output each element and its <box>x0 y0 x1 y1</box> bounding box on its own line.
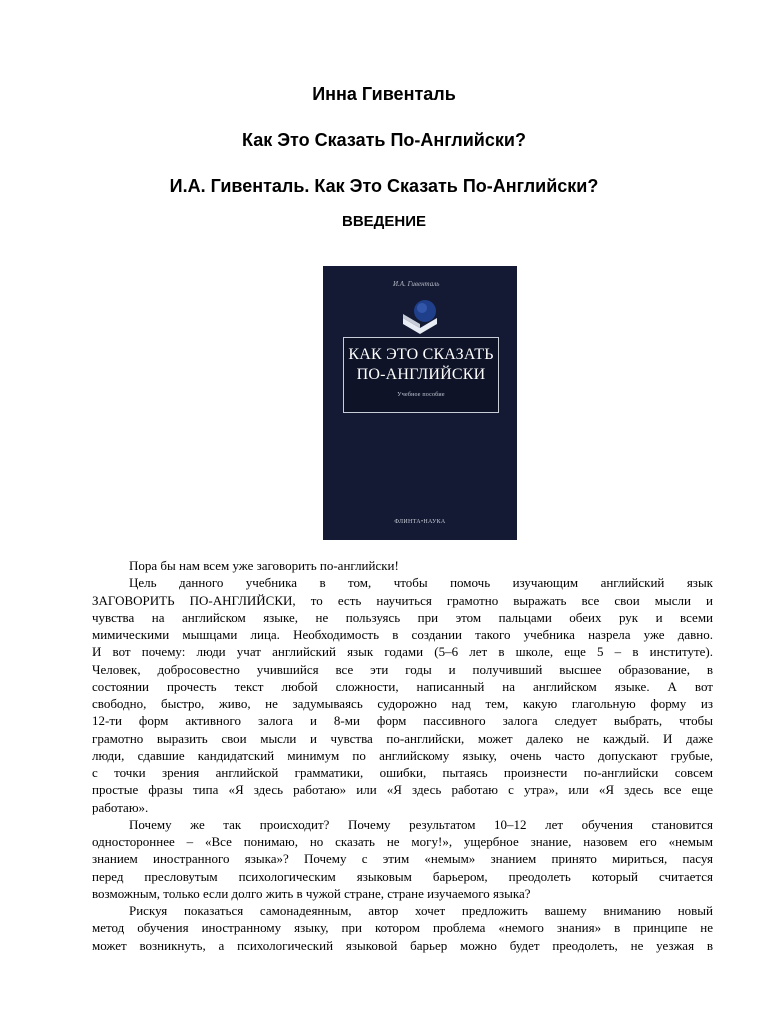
book-cover-image <box>323 266 517 540</box>
cover-title-frame <box>343 337 499 413</box>
body-text <box>92 557 713 954</box>
text-line: одностороннее – «Все понимаю, но сказать не могу!», ущербное знание, назовем его «немым <box>92 834 713 849</box>
text-line: может возникнуть, а психологический языковой барьер можно будет преодолеть, не уезжая в <box>92 937 713 953</box>
section-heading: ВВЕДЕНИЕ <box>342 213 426 230</box>
text-line: Рискуя показаться самонадеянным, автор хочет предложить вашему вниманию новый <box>129 903 713 918</box>
text-line: состоянии прочесть текст любой сложности, написанный на английском языке. А вот <box>92 678 713 694</box>
cover-title-line2: ПО-АНГЛИЙСКИ <box>356 366 486 383</box>
text-line: метод обучения иностранному языку, при котором проблема «немого знания» в принципе не <box>92 920 713 936</box>
text-line: с точки зрения английской грамматики, ошибки, пытаясь произнести по-английски совсем <box>92 765 713 780</box>
cover-publisher: ФЛИНТА•НАУКА <box>394 519 446 525</box>
text-line: Пора бы нам всем уже заговорить по-английски! <box>129 558 399 573</box>
cover-author: И.А. Гивенталь <box>393 280 440 288</box>
text-line: перед пресловутым психологическим языковым барьером, преодолеть который считается <box>92 868 713 884</box>
cover-title-line1: КАК ЭТО СКАЗАТЬ <box>348 346 494 363</box>
author-heading: Инна Гивенталь <box>312 84 456 104</box>
cover-subtitle: Учебное пособие <box>397 392 445 398</box>
text-line: работаю». <box>92 799 149 815</box>
text-line: возможным, только если долго жить в чужой стране, стране изучаемого языка? <box>92 885 531 901</box>
text-line: Цель данного учебника в том, чтобы помочь изучающим английский язык <box>129 575 713 591</box>
text-line: И вот почему: люди учат английский язык годами (5–6 лет в школе, еще 5 – в институте). <box>92 644 713 660</box>
text-line: чувства на английском языке, не пользуясь при этом пальцами обеих рук и всеми <box>92 609 713 625</box>
text-line: простые фразы типа «Я здесь работаю» или «Я здесь работаю с утра», или «Я здесь все еще <box>92 782 713 798</box>
text-line: ЗАГОВОРИТЬ ПО-АНГЛИЙСКИ, то есть научиться грамотно выражать все свои мысли и <box>92 592 713 608</box>
text-line: Человек, добросовестно учившийся все эти годы и получивший высшее образование, в <box>92 661 713 677</box>
full-title-heading: И.А. Гивенталь. Как Это Сказать По-Английски? <box>169 176 599 196</box>
text-line: мимическими мышцами лица. Необходимость в создании такого учебника назрела уже давно. <box>92 627 713 642</box>
publisher-logo-icon <box>401 298 439 334</box>
text-line: свободно, быстро, живо, не задумываясь судорожно над тем, какую глагольную форму из <box>92 696 713 711</box>
book-title-heading: Как Это Сказать По-Английски? <box>242 130 526 150</box>
text-line: Почему же так происходит? Почему результатом 10–12 лет обучения становится <box>129 816 713 832</box>
text-line: знанием иностранного языка»? Почему с этим «немым» знанием принято мириться, пасуя <box>92 851 713 867</box>
text-line: грамотно выразить свои мысли и чувства по-английски, может далеко не каждый. И даже <box>92 730 713 746</box>
text-line: люди, сдавшие кандидатский минимум по английскому языку, очень часто допускают грубые, <box>92 747 713 763</box>
text-line: 12-ти форм активного залога и 8-ми форм пассивного залога следует выбрать, чтобы <box>92 713 713 729</box>
